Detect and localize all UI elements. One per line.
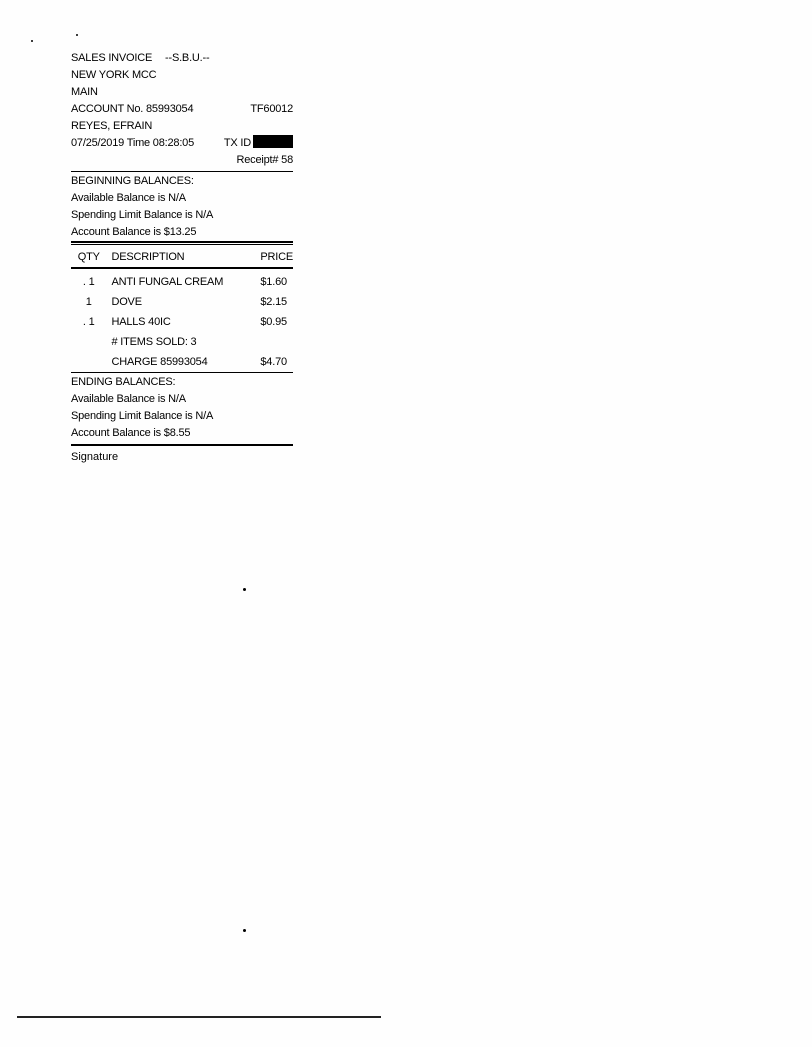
table-header-row [71,247,293,268]
ending-account: Account Balance is $8.55 [71,427,191,439]
divider [71,171,293,172]
signature-line [71,445,293,446]
charge-total: $4.70 [260,356,287,368]
txid-group [224,135,293,152]
divider-double [71,241,293,245]
scan-speck [243,588,246,591]
item-description: DOVE [111,296,142,308]
table-row [71,272,293,292]
customer-name: REYES, EFRAIN [71,120,153,132]
receipt-line [71,152,293,169]
unit-label: --S.B.U.-- [165,52,210,64]
col-description: DESCRIPTION [111,251,185,263]
items-sold-row [71,332,293,352]
item-qty: . 1 [82,276,95,288]
beginning-spending: Spending Limit Balance is N/A [71,209,214,221]
invoice-title: SALES INVOICE [71,52,153,64]
table-row [71,312,293,332]
receipt [71,50,293,446]
items-table [71,247,293,372]
txid-redaction [253,135,293,148]
item-price: $2.15 [260,296,287,308]
item-qty: . 1 [82,316,95,328]
invoice-title-line [71,50,293,67]
account-line [71,101,293,118]
col-qty: QTY [77,251,100,263]
item-price: $1.60 [260,276,287,288]
account-number: ACCOUNT No. 85993054 [71,103,194,115]
charge-row [71,352,293,372]
ending-heading: ENDING BALANCES: [71,376,176,388]
item-qty: 1 [85,296,92,308]
terminal-id: TF60012 [250,103,293,115]
transaction-datetime: 07/25/2019 Time 08:28:05 [71,137,195,149]
sublocation: MAIN [71,86,98,98]
charge-label: CHARGE 85993054 [111,356,208,368]
table-row [71,292,293,312]
scan-speck [76,34,78,36]
datetime-line [71,135,293,152]
scan-speck [243,929,246,932]
item-price: $0.95 [260,316,287,328]
beginning-available: Available Balance is N/A [71,192,186,204]
txid-label: TX ID [223,137,251,149]
ending-available: Available Balance is N/A [71,393,186,405]
item-description: ANTI FUNGAL CREAM [111,276,224,288]
signature-label: Signature [71,451,119,463]
col-price: PRICE [260,251,293,263]
scan-speck [31,40,33,42]
items-sold: # ITEMS SOLD: 3 [111,336,197,348]
page-bottom-rule [17,1016,381,1018]
ending-spending: Spending Limit Balance is N/A [71,410,214,422]
location: NEW YORK MCC [71,69,157,81]
receipt-number: Receipt# 58 [236,154,293,166]
beginning-account: Account Balance is $13.25 [71,226,197,238]
beginning-heading: BEGINNING BALANCES: [71,175,194,187]
divider [71,372,293,373]
item-description: HALLS 40IC [111,316,171,328]
